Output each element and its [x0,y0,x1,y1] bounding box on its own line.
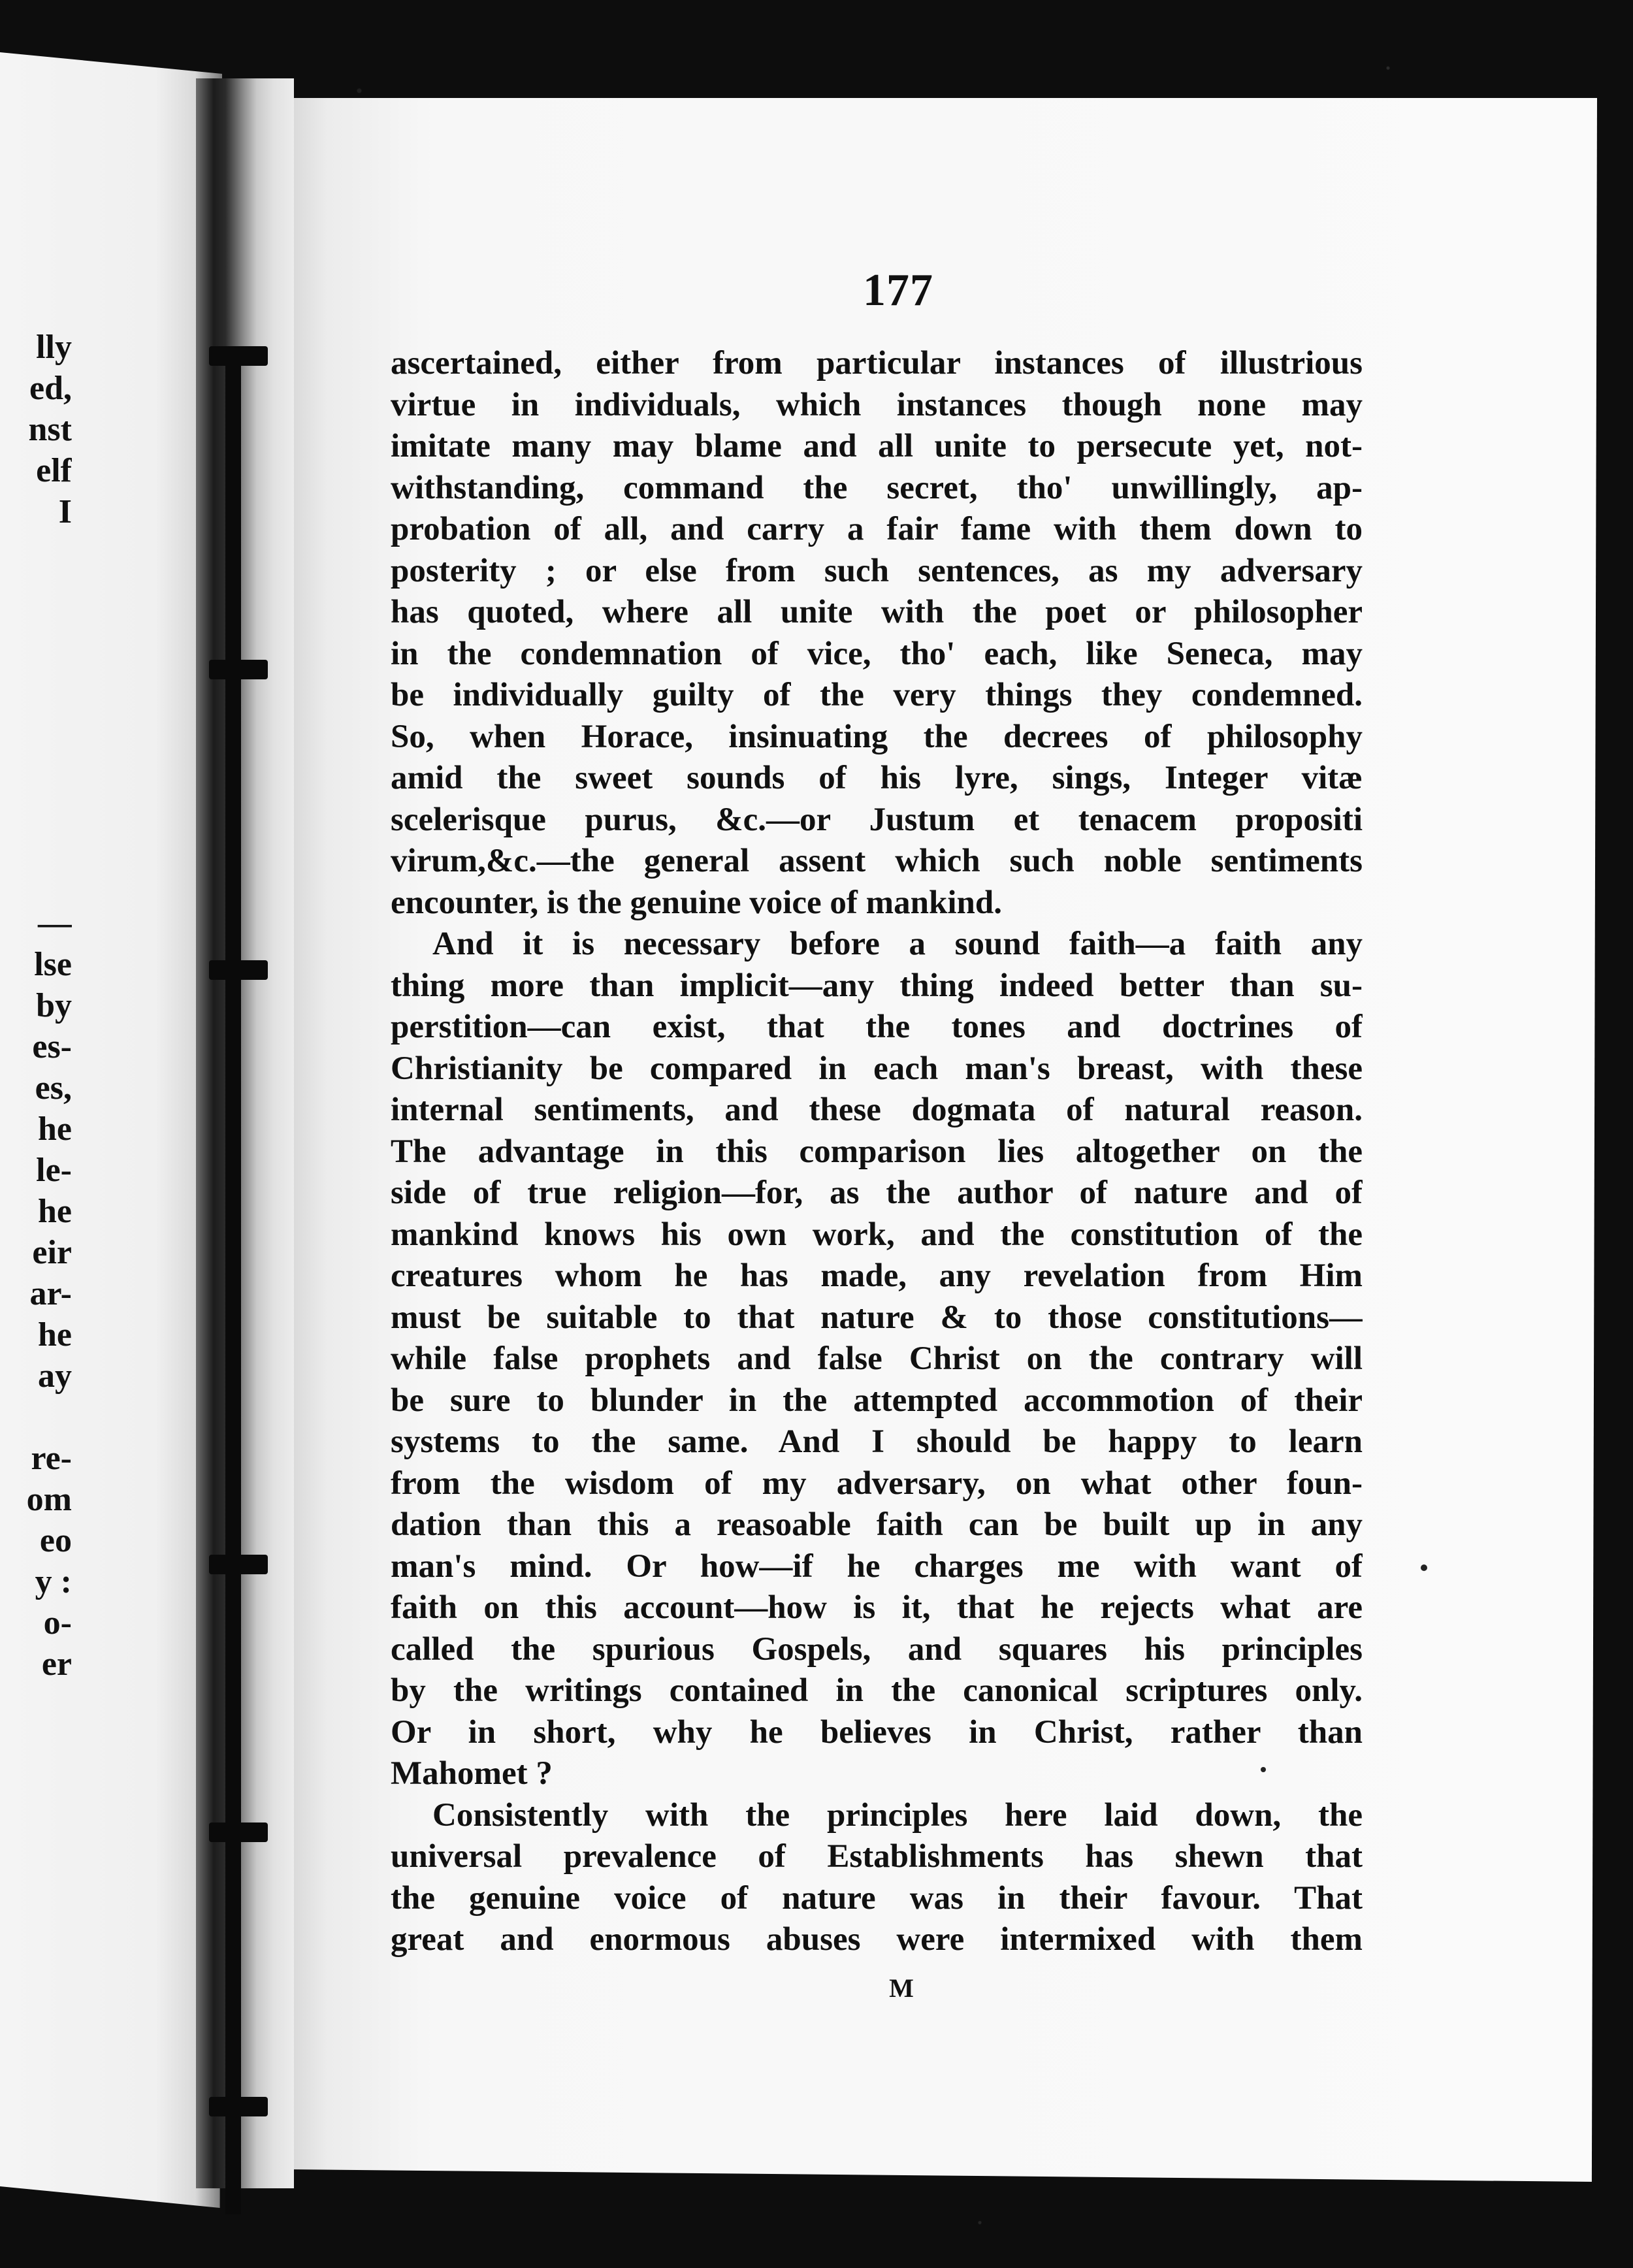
text-line: virum,&c.—the general assent which such noble sentiments [391,843,1363,879]
facing-page-fragment: ay [38,1357,72,1395]
text-line: systems to the same. And I should be happy to learn [391,1423,1363,1460]
text-line: encounter, is the genuine voice of mankind. [391,884,1003,921]
binding-stitch [209,960,268,980]
text-line: from the wisdom of my adversary, on what other foun- [391,1465,1363,1502]
text-line: thing more than implicit—any thing indeed better than su- [391,967,1363,1004]
text-line: while false prophets and false Christ on the contrary will [391,1340,1363,1377]
binding-stitch [209,1555,268,1574]
text-line: be individually guilty of the very things they condemned. [391,677,1363,713]
book-gutter [196,78,294,2188]
facing-page-fragment [0,697,72,738]
text-line: The advantage in this comparison lies altogether on the [391,1133,1363,1170]
facing-page-fragment: — [38,905,72,942]
binding-stitch [209,1822,268,1842]
text-line: amid the sweet sounds of his lyre, sings, Integer vitæ [391,760,1363,796]
paper-speck [1421,1564,1427,1571]
text-line: perstition—can exist, that the tones and doctrines of [391,1009,1363,1045]
facing-page-fragment: he [38,1193,72,1230]
facing-page-fragment [0,738,72,779]
text-line: ascertained, either from particular instances of illustrious [391,345,1363,381]
text-line: side of true religion—for, as the author of nature and of [391,1174,1363,1211]
text-line: posterity ; or else from such sentences, as my adversary [391,552,1363,589]
facing-page-fragment: o- [43,1604,72,1642]
facing-page-fragment [0,1397,72,1438]
facing-page-fragment: he [38,1316,72,1353]
facing-page-fragment [0,862,72,903]
facing-page-fragment: ed, [29,370,72,407]
facing-page-fragment: I [58,493,72,530]
facing-page-fragment [0,820,72,862]
paper-speck [1261,1767,1266,1772]
facing-page-fragment [0,779,72,820]
text-line: scelerisque purus, &c.—or Justum et tenacem propositi [391,801,1363,838]
page-number: 177 [863,265,933,316]
text-line: has quoted, where all unite with the poet or philosopher [391,594,1363,630]
text-line: in the condemnation of vice, tho' each, like Seneca, may [391,635,1363,672]
binding-thread [225,353,241,2214]
text-line: called the spurious Gospels, and squares his principles [391,1630,1363,1668]
text-line: Christianity be compared in each man's breast, with these [391,1050,1363,1087]
text-line: mankind knows his own work, and the constitution of the [391,1216,1363,1253]
text-line: imitate many may blame and all unite to persecute yet, not- [391,428,1363,464]
text-line: probation of all, and carry a fair fame with them down to [391,511,1363,547]
text-line: Consistently with the principles here laid down, the [432,1796,1363,1834]
facing-page-fragment [0,532,72,574]
facing-page-fragment: re- [31,1440,72,1477]
text-line: withstanding, command the secret, tho' unwillingly, ap- [391,469,1363,506]
text-line: Or in short, why he believes in Christ, rather than [391,1713,1363,1751]
facing-page-fragment: es, [35,1069,72,1107]
facing-page-fragment: eir [32,1234,72,1271]
text-line: must be suitable to that nature & to those constitutions— [391,1299,1363,1336]
facing-page-fragment: om [26,1481,72,1518]
facing-page-fragment: nst [28,411,72,448]
text-line: And it is necessary before a sound faith—a faith any [432,926,1363,962]
facing-page-fragment: er [41,1645,72,1683]
body-text [391,343,1363,1961]
facing-page-text-fragments [0,327,72,1685]
text-line: virtue in individuals, which instances though none may [391,386,1363,423]
text-line: internal sentiments, and these dogmata of natural reason. [391,1092,1363,1128]
facing-page-fragment: ar- [29,1275,72,1312]
facing-page-fragment: eo [39,1522,72,1559]
text-line: Mahomet ? [391,1755,553,1792]
text-line: great and enormous abuses were intermixed with them [391,1921,1363,1958]
text-line: So, when Horace, insinuating the decrees of philosophy [391,718,1363,755]
facing-page-fragment: es- [32,1028,72,1065]
text-line: dation than this a reasoable faith can be built up in any [391,1506,1363,1543]
facing-page-fragment [0,656,72,697]
binding-stitch [209,660,268,679]
signature-mark: M [889,1973,914,2003]
binding-stitch [209,2097,268,2116]
facing-page-fragment: he [38,1110,72,1148]
facing-page-fragment: y : [35,1563,72,1600]
text-line: faith on this account—how is it, that he rejects what are [391,1589,1363,1626]
text-line: universal prevalence of Establishments has shewn that [391,1838,1363,1875]
facing-page-fragment [0,615,72,656]
text-line: creatures whom he has made, any revelation from Him [391,1257,1363,1294]
binding-stitch [209,346,268,366]
facing-page-fragment: by [36,987,72,1024]
text-line: by the writings contained in the canonical scriptures only. [391,1672,1363,1709]
facing-page-fragment: le- [36,1152,72,1189]
facing-page-fragment: elf [36,452,72,489]
facing-page-fragment [0,574,72,615]
text-line: the genuine voice of nature was in their favour. That [391,1879,1363,1917]
text-line: man's mind. Or how—if he charges me with want of [391,1547,1363,1585]
facing-page-fragment: lly [36,329,72,366]
facing-page-fragment: lse [34,946,72,983]
text-line: be sure to blunder in the attempted accommotion of their [391,1382,1363,1419]
